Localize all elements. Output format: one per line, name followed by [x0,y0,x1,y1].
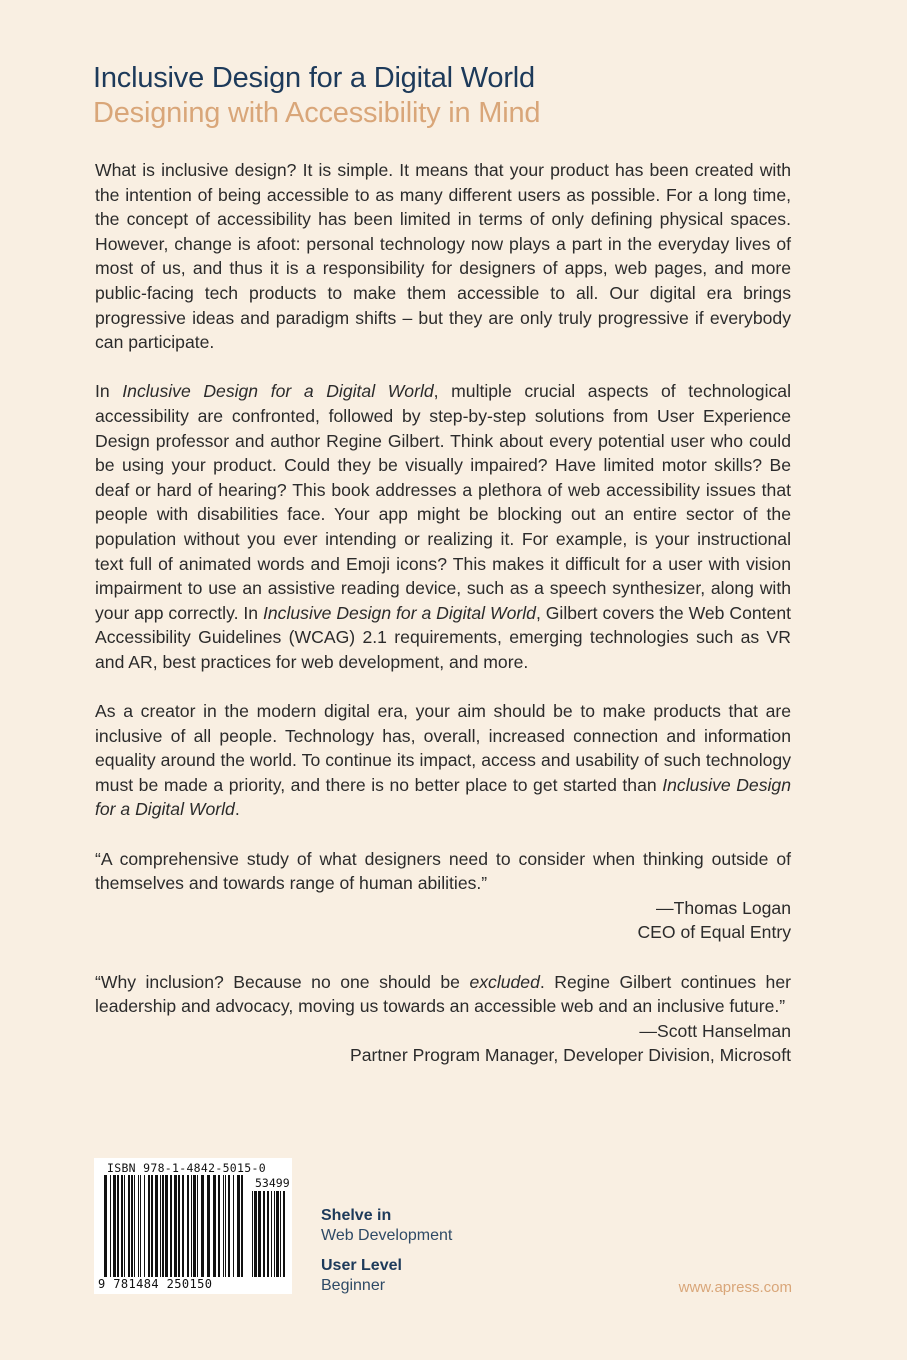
header [93,60,793,130]
barcode-bar [228,1175,230,1277]
barcode-bar [258,1191,261,1277]
quote-2-text [95,970,791,1019]
description-paragraph-2 [95,379,791,674]
quote-1 [95,847,791,945]
barcode-bar [144,1175,145,1277]
description-paragraph-3 [95,699,791,822]
barcode-bar [151,1175,153,1277]
quote-2-text-b: . Regine Gilbert continues her leadership and advocacy, moving us towards an accessible web and an inclusive future.” [95,971,791,1017]
price-code: 53499 [255,1176,290,1190]
barcode-bar [174,1175,177,1277]
p3-text-a: As a creator in the modern digital era, your aim should be to make products that are inclusive of all people. Technology has, overall, increased connection and information equality around the world. To continue its impact, access and usability of such technology must be made a priority, and there is no better place to get started than [95,701,791,795]
p2-book-title-2: Inclusive Design for a Digital World [262,602,536,623]
barcode-bar [267,1191,269,1277]
p2-text-c: , Gilbert covers the Web Content Accessibility Guidelines (WCAG) 2.1 requirements, emerging technologies such as VR and AR, best practices for web development, and more. [95,602,791,672]
barcode-bar [207,1175,210,1277]
barcode-bar [160,1175,161,1277]
barcode-bar [191,1175,192,1277]
isbn-barcode [94,1158,292,1294]
barcode-bar [128,1175,130,1277]
barcode-bar [113,1175,116,1277]
barcode-bar [225,1175,226,1277]
barcode-bar [254,1191,257,1277]
quote-2 [95,970,791,1068]
barcode-bar [252,1191,253,1277]
quote-1-role: CEO of Equal Entry [637,922,791,943]
p2-text-b: , multiple crucial aspects of technological accessibility are confronted, followed by step-by-step solutions from User Experience Design professor and author Regine Gilbert. Think about every potential user who could be using your product. Could they be visually impaired? Have limited motor skills? Be deaf or hard of hearing? This book addresses a plethora of web accessibility issues that people with disabilities face. Your app might be blocking out an entire sector of the population without you ever intending or realizing it. For example, is your instructional text full of animated words and Emoji icons? This makes it difficult for a user with vision impairment to use an assistive reading device, such as a speech synthesizer, along with your app correctly. In [95,381,791,623]
barcode-bar [121,1175,123,1277]
p2-book-title-1: Inclusive Design for a Digital World [122,381,434,402]
quote-2-author: —Scott Hanselman [639,1020,791,1041]
p3-book-title: Inclusive Design for a Digital World [95,774,791,820]
barcode-bar [165,1175,168,1277]
barcode-bar [201,1175,204,1277]
barcode-bar [237,1175,240,1277]
barcode-bar [104,1175,107,1277]
book-title: Inclusive Design for a Digital World [93,62,535,94]
barcode-bar [218,1175,220,1277]
p3-text-b: . [234,799,240,820]
barcode-bar [131,1175,133,1277]
barcode-bar [155,1175,158,1277]
barcode-bar [274,1191,275,1277]
barcode-bar [170,1175,172,1277]
barcode-bar [182,1175,184,1277]
barcode-bar [117,1175,119,1277]
p2-text-a: In [95,381,123,402]
barcode-bars-addon [252,1191,288,1277]
barcode-bar [110,1175,111,1277]
quote-1-text: “A comprehensive study of what designers need to consider when thinking outside of themselves and towards range of human abilities.” [95,848,791,894]
barcode-bar [134,1175,135,1277]
isbn-label: ISBN 978-1-4842-5015-0 [107,1161,266,1175]
barcode-bar [197,1175,198,1277]
barcode-bar [280,1191,281,1277]
barcode-bar [138,1175,139,1277]
barcode-bar [283,1191,285,1277]
barcode-bar [140,1175,141,1277]
quote-2-emphasis: excluded [469,971,540,992]
barcode-bar [124,1175,125,1277]
barcode-bar [241,1175,243,1277]
shelving-info [321,1206,452,1296]
shelve-in-value: Web Development [321,1227,453,1244]
user-level-value: Beginner [321,1277,386,1294]
shelve-in-label: Shelve in [321,1207,392,1224]
barcode-bar [187,1175,189,1277]
quote-2-role: Partner Program Manager, Developer Division, Microsoft [350,1045,791,1066]
book-subtitle: Designing with Accessibility in Mind [93,97,541,129]
barcode-bar [162,1175,164,1277]
barcode-bar [213,1175,216,1277]
barcode-bar [233,1175,234,1277]
barcode-bar [148,1175,150,1277]
barcode-bars-main [104,1175,244,1277]
quote-1-author: —Thomas Logan [656,897,791,918]
barcode-bar [178,1175,180,1277]
description [95,158,791,1068]
barcode-bar [193,1175,196,1277]
description-paragraph-1: What is inclusive design? It is simple. It means that your product has been created with the intention of being accessible to as many different users as possible. For a long time, the concept of accessibility has been limited in terms of only defining physical spaces. However, change is afoot: personal technology now plays a part in the everyday lives of most of us, and thus it is a responsibility for designers of apps, web pages, and more public-facing tech products to make them accessible to all. Our digital era brings progressive ideas and paradigm shifts – but they are only truly progressive if everybody can participate. [95,160,791,353]
quote-2-text-a: “Why inclusion? Because no one should be [95,971,470,992]
isbn-number: 9 781484 250150 [98,1277,213,1291]
barcode-bar [263,1191,265,1277]
publisher-website[interactable]: www.apress.com [678,1279,792,1296]
user-level-label: User Level [321,1257,402,1274]
barcode-bar [271,1191,272,1277]
barcode-bar [276,1191,279,1277]
barcode-bar [223,1175,224,1277]
